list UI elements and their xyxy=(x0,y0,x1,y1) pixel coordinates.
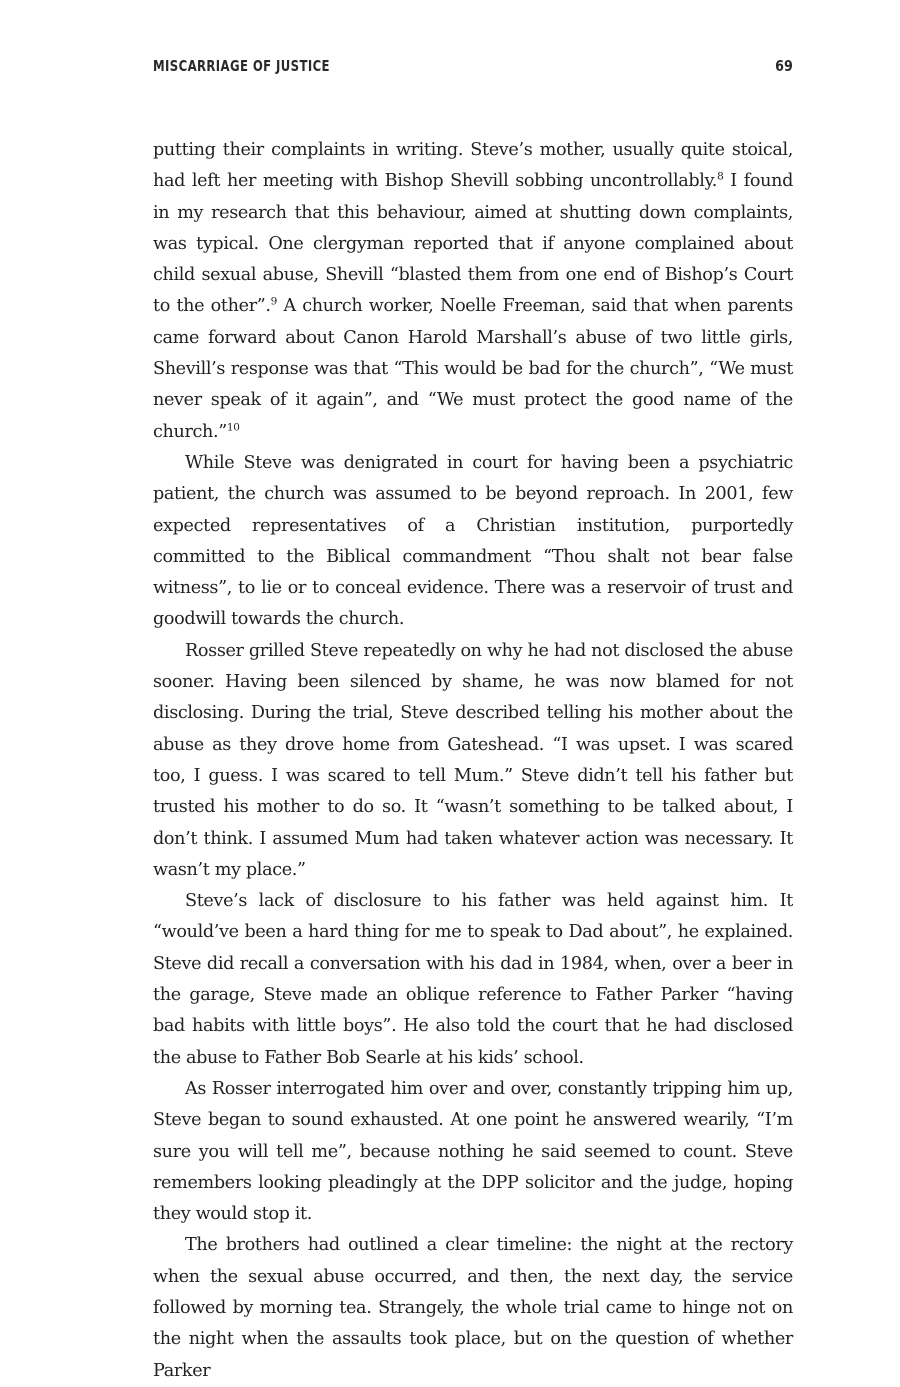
paragraph xyxy=(153,886,793,1074)
footnote-ref-8: 8 xyxy=(717,171,724,183)
paragraph-text: As Rosser interrogated him over and over, constantly tripping him up, Steve began to sound exhausted. At one point he answered wearily, “I’m sure you will tell me”, because nothing he said seemed to count. Steve remembers looking pleadingly at the DPP solicitor and the judge, hoping they would stop it. xyxy=(153,1078,793,1225)
running-title: MISCARRIAGE OF JUSTICE xyxy=(153,57,330,75)
paragraph-text: The brothers had outlined a clear timeline: the night at the rectory when the sexual abuse occurred, and then, the next day, the service followed by morning tea. Strangely, the whole trial came to hinge not on the night when the assaults took place, but on the question of whether Parker xyxy=(153,1235,793,1381)
footnote-ref-10: 10 xyxy=(226,421,240,434)
paragraph-text: I found in my research that this behaviour, aimed at shutting down complaints, was typical. One clergyman reported that if anyone complained about child sexual abuse, Shevill “blasted them from one end of Bishop’s Court to the other”. xyxy=(153,171,793,317)
paragraph xyxy=(153,135,793,448)
paragraph-text: Rosser grilled Steve repeatedly on why he had not disclosed the abuse sooner. Having been silenced by shame, he was now blamed for not disclosing. During the trial, Steve described telling his mother about the abuse as they drove home from Gateshead. “I was upset. I was scared too, I guess. I was scared to tell Mum.” Steve didn’t tell his father but trusted his mother to do so. It “wasn’t something to be talked about, I don’t think. I assumed Mum had taken whatever action was necessary. It wasn’t my place.” xyxy=(153,640,793,880)
paragraph xyxy=(153,448,793,636)
page-number: 69 xyxy=(775,57,793,75)
paragraph-text: putting their complaints in writing. Steve’s mother, usually quite stoical, had left her meeting with Bishop Shevill sobbing uncontrollably. xyxy=(153,140,793,192)
paragraph xyxy=(153,636,793,886)
footnote-ref-9: 9 xyxy=(270,296,277,309)
paragraph xyxy=(153,1074,793,1230)
body-text xyxy=(153,135,793,1387)
paragraph-text: A church worker, Noelle Freeman, said that when parents came forward about Canon Harold Marshall’s abuse of two little girls, Shevill’s response was that “This would be bad for the church”, “We must never speak of it again”, and “We must protect the good name of the church.” xyxy=(153,296,793,442)
paragraph xyxy=(153,1230,793,1386)
paragraph-text: While Steve was denigrated in court for having been a psychiatric patient, the church was assumed to be beyond reproach. In 2001, few expected representatives of a Christian institution, purportedly committed to the Biblical commandment “Thou shalt not bear false witness”, to lie or to conceal evidence. There was a reservoir of trust and goodwill towards the church. xyxy=(153,452,793,630)
running-head xyxy=(153,54,793,78)
paragraph-text: Steve’s lack of disclosure to his father was held against him. It “would’ve been a hard thing for me to speak to Dad about”, he explained. Steve did recall a conversation with his dad in 1984, when, over a beer in the garage, Steve made an oblique reference to Father Parker “having bad habits with little boys”. He also told the court that he had disclosed the abuse to Father Bob Searle at his kids’ school. xyxy=(153,891,793,1068)
